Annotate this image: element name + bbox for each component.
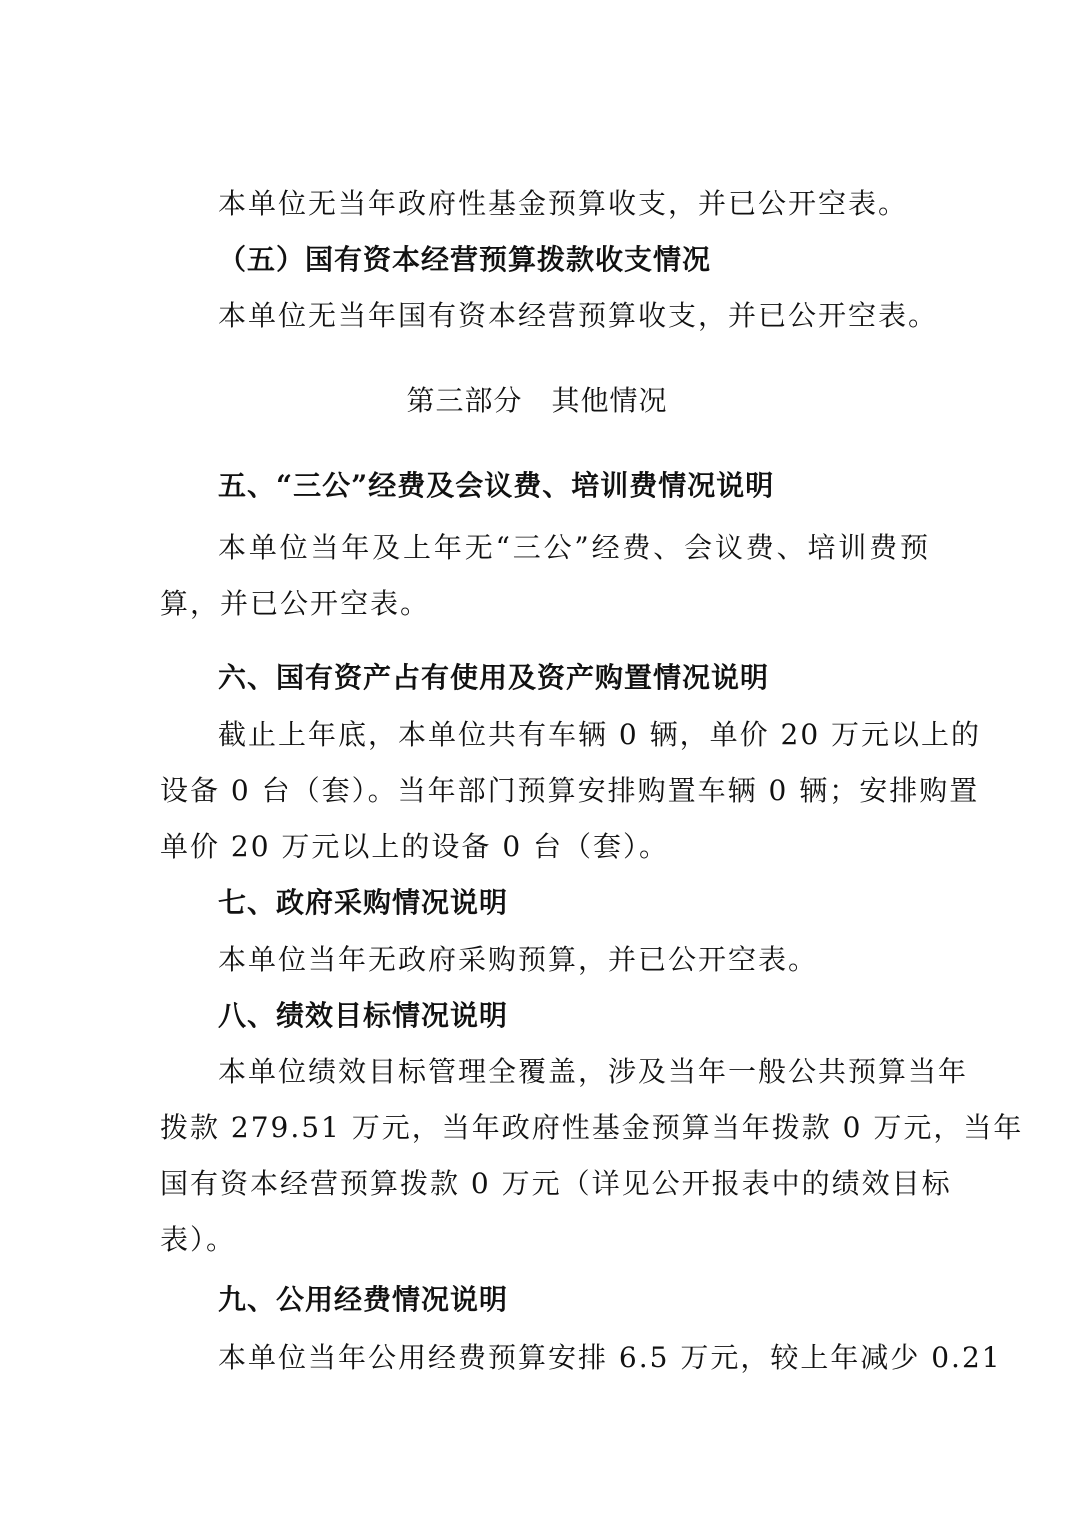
paragraph-three-public-line2: 算，并已公开空表。	[160, 587, 431, 620]
paragraph-government-fund: 本单位无当年政府性基金预算收支，并已公开空表。	[218, 187, 909, 220]
paragraph-performance-line1: 本单位绩效目标管理全覆盖，涉及当年一般公共预算当年	[218, 1055, 969, 1088]
heading-state-assets: 六、国有资产占有使用及资产购置情况说明	[218, 661, 770, 694]
paragraph-three-public-line1: 本单位当年及上年无“三公”经费、会议费、培训费预	[218, 531, 930, 564]
heading-procurement: 七、政府采购情况说明	[218, 886, 509, 919]
heading-state-capital: （五）国有资本经营预算拨款收支情况	[218, 243, 712, 276]
paragraph-assets-line1: 截止上年底，本单位共有车辆 0 辆，单价 20 万元以上的	[218, 718, 982, 751]
paragraph-assets-line3: 单价 20 万元以上的设备 0 台（套）。	[160, 830, 670, 863]
part-three-title: 第三部分 其他情况	[406, 384, 668, 417]
paragraph-performance-line2: 拨款 279.51 万元，当年政府性基金预算当年拨款 0 万元，当年	[160, 1111, 1024, 1144]
paragraph-procurement: 本单位当年无政府采购预算，并已公开空表。	[218, 943, 819, 976]
heading-three-public: 五、“三公”经费及会议费、培训费情况说明	[218, 469, 775, 502]
paragraph-state-capital: 本单位无当年国有资本经营预算收支，并已公开空表。	[218, 299, 939, 332]
paragraph-performance-line4: 表）。	[160, 1223, 237, 1256]
paragraph-assets-line2: 设备 0 台（套）。当年部门预算安排购置车辆 0 辆；安排购置	[160, 774, 980, 807]
paragraph-performance-line3: 国有资本经营预算拨款 0 万元（详见公开报表中的绩效目标	[160, 1167, 952, 1200]
paragraph-public-expenses-line1: 本单位当年公用经费预算安排 6.5 万元，较上年减少 0.21	[218, 1341, 1002, 1374]
heading-public-expenses: 九、公用经费情况说明	[218, 1283, 509, 1316]
heading-performance: 八、绩效目标情况说明	[218, 999, 509, 1032]
